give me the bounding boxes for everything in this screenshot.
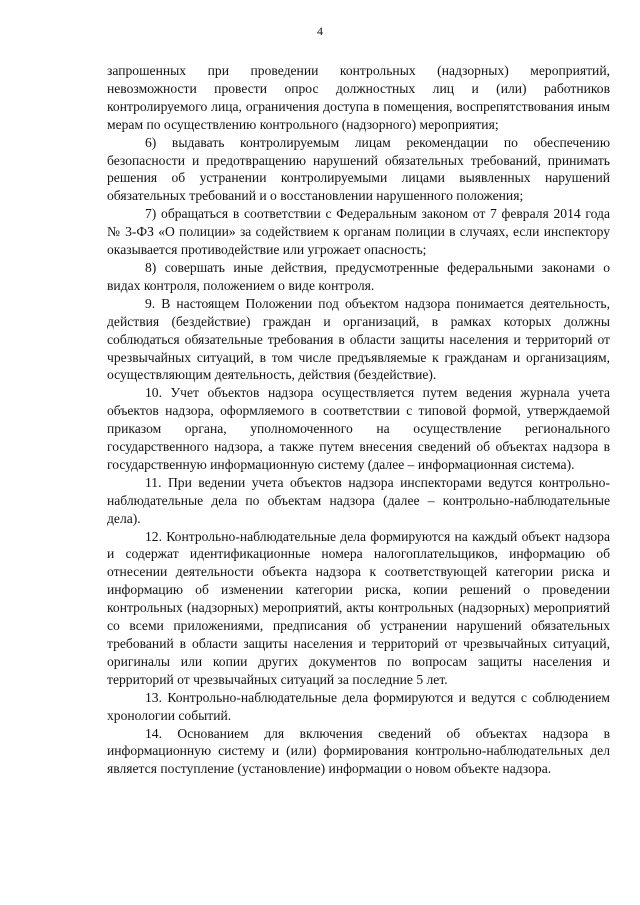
paragraph: 6) выдавать контролируемым лицам рекомендации по обеспечению безопасности и предотвращению нарушений обязательных требований, принимать решения об устранении контролируемыми лицами выявленных нарушений обязательных требований и о восстановлении нарушенного положения; [107, 134, 610, 204]
paragraph: 14. Основанием для включения сведений об объектах надзора в информационную систему и (или) формирования контрольно-наблюдательных дел является поступление (установление) информации о новом объекте надзора. [107, 725, 610, 777]
page-number: 4 [317, 24, 323, 38]
paragraph: 12. Контрольно-наблюдательные дела формируются на каждый объект надзора и содержат идентификационные номера налогоплательщиков, информацию об отнесении деятельности объекта надзора к соответствующей категории риска и информацию об изменении категории риска, копии решений о проведении контрольных (надзорных) мероприятий, акты контрольных (надзорных) мероприятий со всеми приложениями, предписания об устранении нарушений обязательных требований в области защиты населения и территорий от чрезвычайных ситуаций, оригиналы или копии других документов по вопросам защиты населения и территорий от чрезвычайных ситуаций за последние 5 лет. [107, 528, 610, 687]
paragraph: 7) обращаться в соответствии с Федеральным законом от 7 февраля 2014 года № 3-ФЗ «О полиции» за содействием к органам полиции в случаях, если инспектору оказывается противодействие или угрожает опасность; [107, 206, 610, 258]
paragraph: 8) совершать иные действия, предусмотренные федеральными законами о видах контроля, положением о виде контроля. [107, 259, 610, 293]
body-text [107, 62, 610, 778]
paragraph: 13. Контрольно-наблюдательные дела формируются и ведутся с соблюдением хронологии событий. [107, 689, 610, 723]
paragraph: 11. При ведении учета объектов надзора инспекторами ведутся контрольно-наблюдательные дела по объектам надзора (далее – контрольно-наблюдательные дела). [107, 474, 610, 526]
paragraph: запрошенных при проведении контрольных (надзорных) мероприятий, невозможности провести опрос должностных лиц и (или) работников контролируемого лица, ограничения доступа в помещения, воспрепятствования иным мерам по осуществлению контрольного (надзорного) мероприятия; [107, 63, 610, 132]
paragraph: 10. Учет объектов надзора осуществляется путем ведения журнала учета объектов надзора, оформляемого в соответствии с типовой формой, утверждаемой приказом органа, уполномоченного на осуществление регионального государственного надзора, а также путем внесения сведений об объектах надзора в государственную информационную систему (далее – информационная система). [107, 385, 610, 472]
paragraph: 9. В настоящем Положении под объектом надзора понимается деятельность, действия (бездействие) граждан и организаций, в рамках которых должны соблюдаться обязательные требования в области защиты населения и территорий от чрезвычайных ситуаций, в том числе предъявляемые к гражданам и организациям, осуществляющим деятельность, действия (бездействие). [107, 295, 610, 383]
